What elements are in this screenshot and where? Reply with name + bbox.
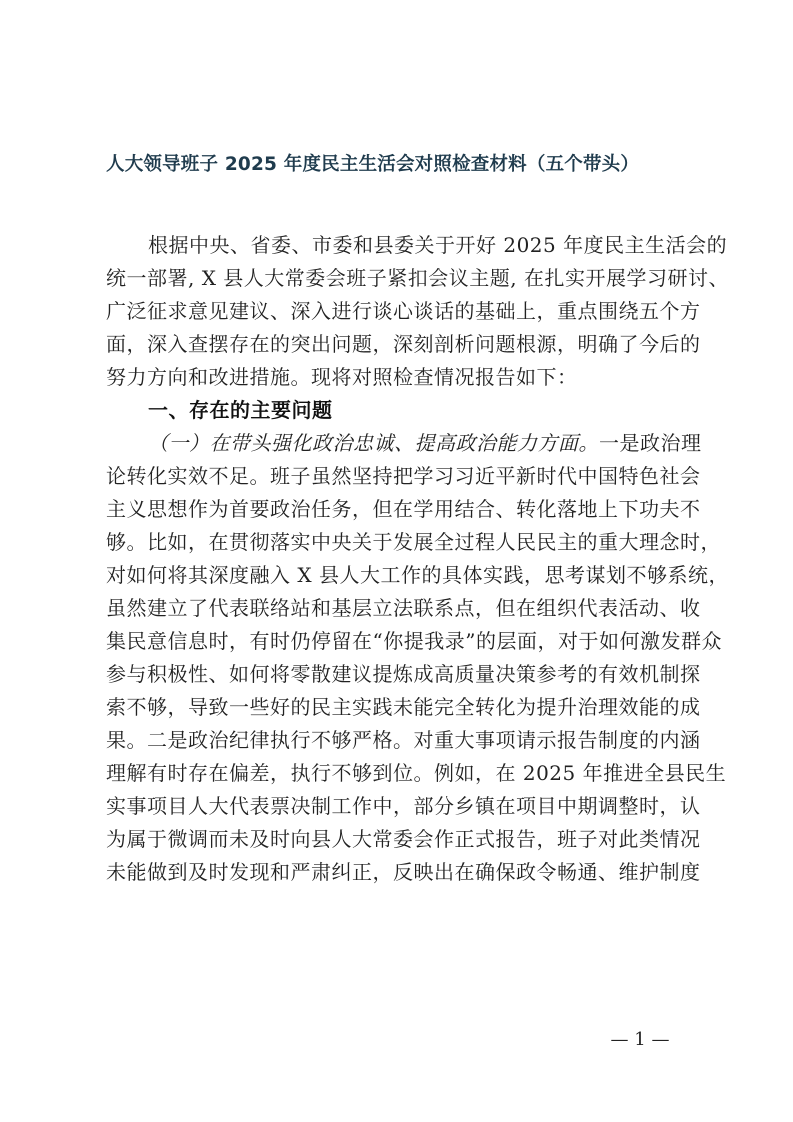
body-line: 主义思想作为首要政治任务，但在学用结合、转化落地上下功夫不 <box>106 497 701 521</box>
body-line: 实事项目人大代表票决制工作中，部分乡镇在项目中期调整时，认 <box>106 794 701 818</box>
body-line: 理解有时存在偏差，执行不够到位。例如，在 2025 年推进全县民生 <box>106 761 727 785</box>
body-line: 为属于微调而未及时向县人大常委会作正式报告，班子对此类情况 <box>106 827 701 851</box>
intro-line: 广泛征求意见建议、深入进行谈心谈话的基础上，重点围绕五个方 <box>106 299 701 323</box>
subsection-first-line <box>106 427 702 460</box>
body-line: 对如何将其深度融入 X 县人大工作的具体实践，思考谋划不够系统， <box>106 563 729 587</box>
body-line: 果。二是政治纪律执行不够严格。对重大事项请示报告制度的内涵 <box>106 728 701 752</box>
document-title: 人大领导班子 2025 年度民主生活会对照检查材料（五个带头） <box>106 154 640 175</box>
section-heading: 一、存在的主要问题 <box>148 398 333 422</box>
intro-line: 统一部署, X 县人大常委会班子紧扣会议主题, 在扎实开展学习研讨、 <box>106 266 730 290</box>
body-line: 集民意信息时，有时仍停留在“你提我录”的层面，对于如何激发群众 <box>106 629 722 653</box>
page-number: — 1 — <box>610 1029 670 1050</box>
body-line: 论转化实效不足。班子虽然坚持把学习习近平新时代中国特色社会 <box>106 464 701 488</box>
subsection-first-rest: 一是政治理 <box>599 431 702 455</box>
subsection-lead: （一）在带头强化政治忠诚、提高政治能力方面。 <box>148 431 599 455</box>
body-line: 参与积极性、如何将零散建议提炼成高质量决策参考的有效机制探 <box>106 662 701 686</box>
document-body <box>106 229 730 889</box>
body-line: 虽然建立了代表联络站和基层立法联系点，但在组织代表活动、收 <box>106 596 701 620</box>
intro-line: 根据中央、省委、市委和县委关于开好 2025 年度民主生活会的 <box>148 233 728 257</box>
body-line: 索不够，导致一些好的民主实践未能完全转化为提升治理效能的成 <box>106 695 701 719</box>
intro-line: 努力方向和改进措施。现将对照检查情况报告如下： <box>106 365 578 389</box>
body-line: 未能做到及时发现和严肃纠正，反映出在确保政令畅通、维护制度 <box>106 860 701 884</box>
intro-line: 面，深入查摆存在的突出问题，深刻剖析问题根源，明确了今后的 <box>106 332 701 356</box>
body-line: 够。比如，在贯彻落实中央关于发展全过程人民民主的重大理念时， <box>106 530 721 554</box>
